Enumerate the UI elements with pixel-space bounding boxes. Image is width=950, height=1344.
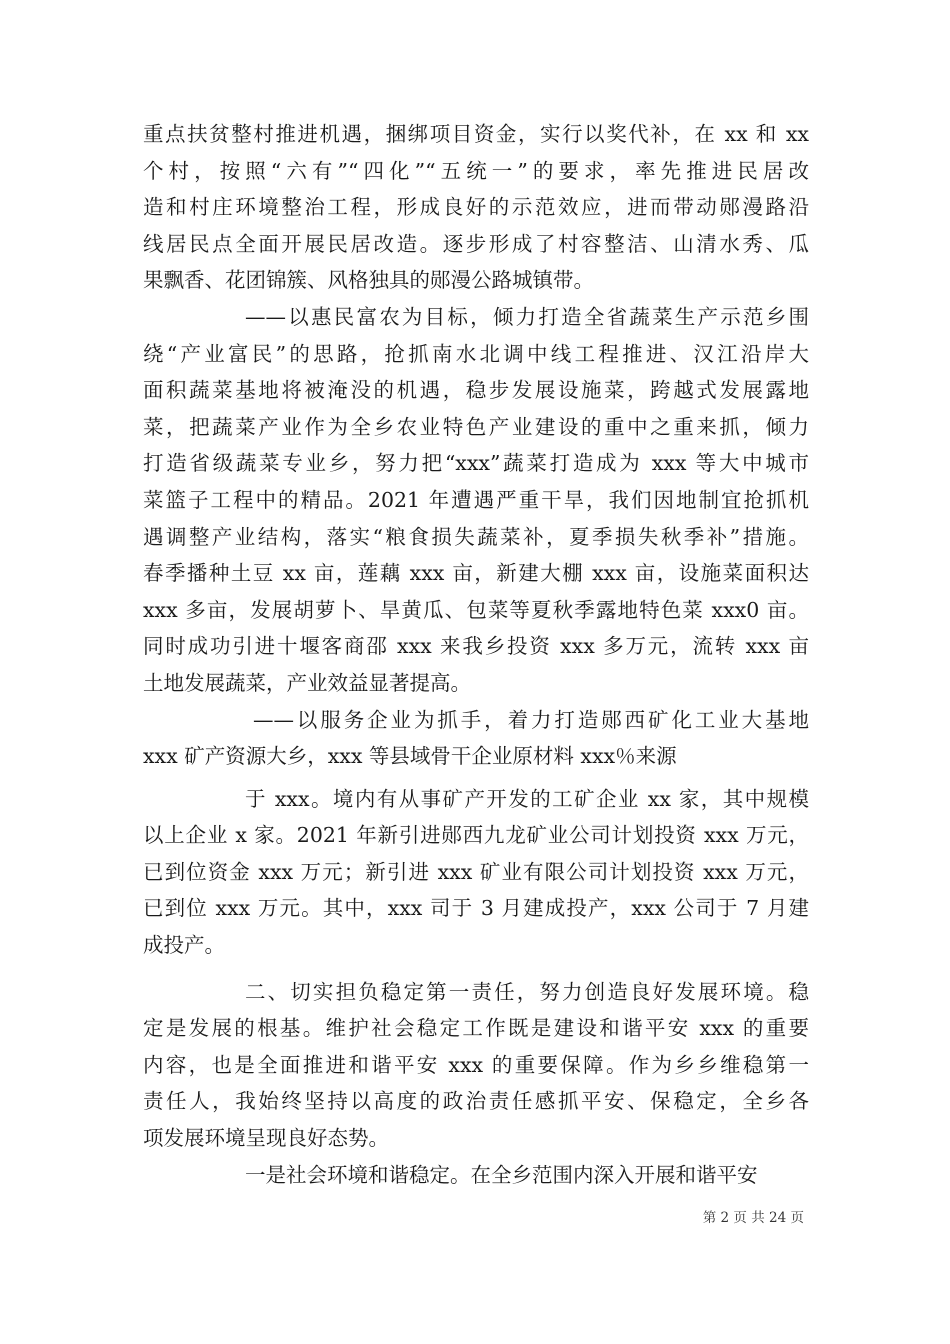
text-line: 项发展环境呈现良好态势。 [143, 1126, 389, 1151]
text-line: 同时成功引进十堰客商邵 xxx 来我乡投资 xxx 多万元，流转 xxx 亩 [143, 634, 809, 659]
document-body [143, 116, 809, 1193]
section-heading-line: ——以惠民富农为目标，倾力打造全省蔬菜生产示范乡围 [245, 304, 809, 329]
text-line: 造和村庄环境整治工程，形成良好的示范效应，进而带动郧漫路沿 [143, 195, 809, 220]
text-line: 果飘香、花团锦簇、风格独具的郧漫公路城镇带。 [143, 268, 594, 293]
text-line: 遇调整产业结构，落实“粮食损失蔬菜补，夏季损失秋季补”措施。 [143, 524, 809, 549]
text-line: xxx 多亩，发展胡萝卜、旱黄瓜、包菜等夏秋季露地特色菜 xxx0 亩。 [143, 597, 809, 622]
text-line: 面积蔬菜基地将被淹没的机遇，稳步发展设施菜，跨越式发展露地 [143, 378, 809, 403]
text-line: 个村，按照“六有”“四化”“五统一”的要求，率先推进民居改 [143, 158, 809, 183]
section-heading-line: 一是社会环境和谐稳定。在全乡范围内深入开展和谐平安 [245, 1162, 758, 1187]
text-line: 定是发展的根基。维护社会稳定工作既是建设和谐平安 xxx 的重要 [143, 1016, 809, 1041]
text-line: 已到位 xxx 万元。其中，xxx 司于 3 月建成投产，xxx 公司于 7 月建 [143, 896, 809, 921]
text-line: 打造省级蔬菜专业乡，努力把“xxx”蔬菜打造成为 xxx 等大中城市 [143, 451, 809, 476]
text-line: 成投产。 [143, 933, 225, 958]
text-line: 土地发展蔬菜，产业效益显著提高。 [143, 670, 471, 695]
text-line: 重点扶贫整村推进机遇，捆绑项目资金，实行以奖代补，在 xx 和 xx [143, 122, 809, 146]
text-line: 线居民点全面开展民居改造。逐步形成了村容整洁、山清水秀、瓜 [143, 231, 809, 256]
text-line: xxx 矿产资源大乡，xxx 等县域骨干企业原材料 xxx％来源 [143, 744, 677, 769]
text-line: 于 xxx。境内有从事矿产开发的工矿企业 xx 家，其中规模 [245, 786, 809, 811]
text-line: 绕“产业富民”的思路，抢抓南水北调中线工程推进、汉江沿岸大 [143, 341, 809, 366]
text-line: 内容，也是全面推进和谐平安 xxx 的重要保障。作为乡乡维稳第一 [143, 1052, 809, 1077]
page-number: 第 2 页 共 24 页 [702, 1210, 804, 1226]
text-line: 责任人，我始终坚持以高度的政治责任感抓平安、保稳定，全乡各 [143, 1089, 809, 1114]
text-line: 以上企业 x 家。2021 年新引进郧西九龙矿业公司计划投资 xxx 万元， [143, 823, 809, 848]
text-line: 菜篮子工程中的精品。2021 年遭遇严重干旱，我们因地制宜抢抓机 [143, 487, 809, 512]
text-line: 菜，把蔬菜产业作为全乡农业特色产业建设的重中之重来抓，倾力 [143, 414, 809, 439]
section-heading-line: 二、切实担负稳定第一责任，努力创造良好发展环境。稳 [245, 979, 809, 1004]
text-line: 春季播种土豆 xx 亩，莲藕 xxx 亩，新建大棚 xxx 亩，设施菜面积达 [143, 561, 809, 586]
section-heading-line: ——以服务企业为抓手，着力打造郧西矿化工业大基地 [253, 707, 809, 732]
text-line: 已到位资金 xxx 万元；新引进 xxx 矿业有限公司计划投资 xxx 万元， [143, 859, 809, 884]
